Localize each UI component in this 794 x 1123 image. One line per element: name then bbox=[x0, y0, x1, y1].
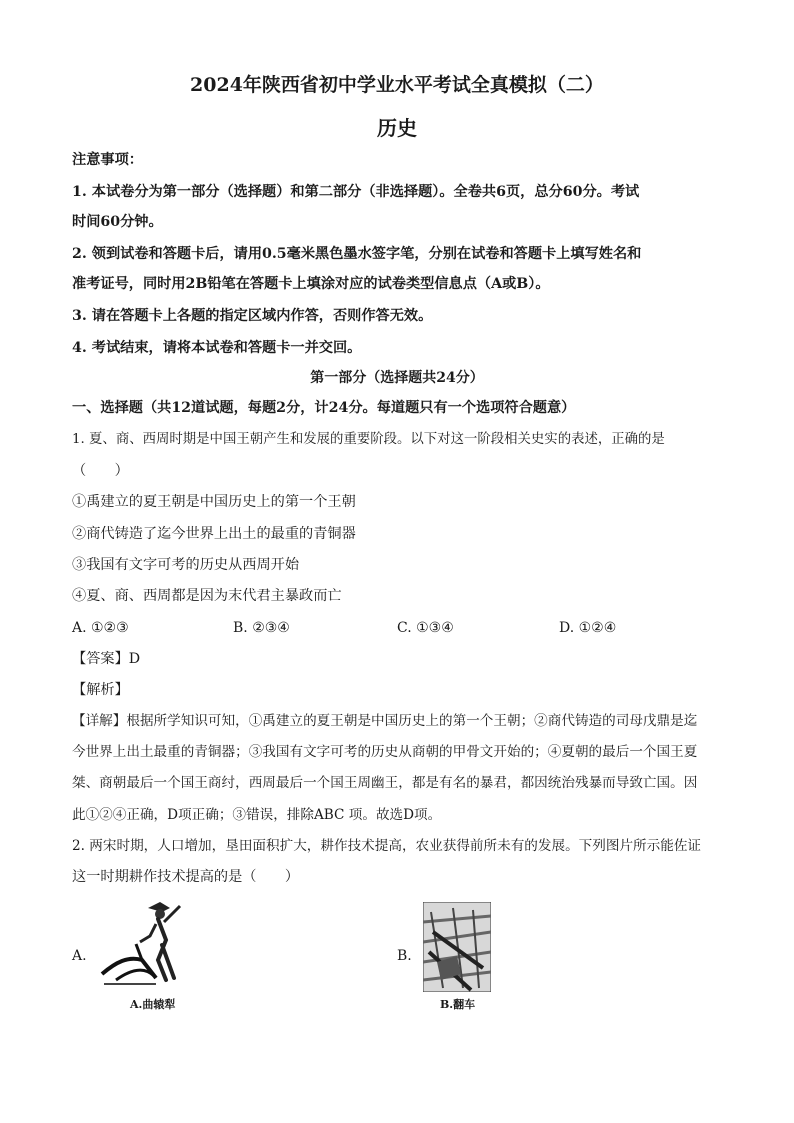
q1-option-b: B. ②③④ bbox=[233, 620, 290, 636]
q1-analysis-label: 【解析】 bbox=[72, 682, 129, 698]
q2-option-b-caption: B.翻车 bbox=[440, 998, 476, 1011]
notes-heading: 注意事项： bbox=[72, 152, 143, 168]
q1-statement-4: ④夏、商、西周都是因为末代君主暴政而亡 bbox=[72, 588, 342, 604]
q1-option-d: D. ①②④ bbox=[559, 620, 617, 636]
notes-line-2: 时间60分钟。 bbox=[72, 214, 163, 230]
q1-option-c: C. ①③④ bbox=[397, 620, 454, 636]
exam-title: 2024年陕西省初中学业水平考试全真模拟（二） bbox=[190, 74, 604, 96]
notes-line-4: 准考证号，同时用2B铅笔在答题卡上填涂对应的试卷类型信息点（A或B）。 bbox=[72, 276, 550, 292]
q1-answer: 【答案】D bbox=[72, 651, 141, 667]
section-heading: 一、选择题（共12道试题，每题2分，计24分。每道题只有一个选项符合题意） bbox=[72, 400, 576, 416]
q2-option-b-letter: B. bbox=[397, 948, 412, 964]
waterwheel-figure-icon bbox=[423, 902, 491, 992]
q2-option-a-caption: A.曲辕犁 bbox=[130, 998, 176, 1011]
q2-stem-1: 2. 两宋时期，人口增加，垦田面积扩大，耕作技术提高，农业获得前所未有的发展。下列图片所示能佐证 bbox=[72, 838, 702, 854]
notes-line-3: 2. 领到试卷和答题卡后，请用0.5毫米黑色墨水签字笔，分别在试卷和答题卡上填写姓名和 bbox=[72, 246, 642, 262]
q1-detail-4: 此①②④正确，D项正确；③错误，排除ABC 项。故选D项。 bbox=[72, 807, 442, 823]
part1-heading: 第一部分（选择题共24分） bbox=[310, 370, 484, 386]
q2-stem-2: 这一时期耕作技术提高的是（ ） bbox=[72, 869, 300, 885]
q1-statement-1: ①禹建立的夏王朝是中国历史上的第一个王朝 bbox=[72, 494, 356, 510]
q1-detail-1: 【详解】根据所学知识可知，①禹建立的夏王朝是中国历史上的第一个王朝；②商代铸造的司母戊鼎是迄 bbox=[72, 713, 698, 729]
q1-detail-2: 今世界上出土最重的青铜器；③我国有文字可考的历史从商朝的甲骨文开始的；④夏朝的最后一个国王夏 bbox=[72, 744, 698, 760]
q1-detail-3: 桀、商朝最后一个国王商纣，西周最后一个国王周幽王，都是有名的暴君，都因统治残暴而导致亡国。因 bbox=[72, 775, 698, 791]
notes-line-6: 4. 考试结束，请将本试卷和答题卡一并交回。 bbox=[72, 340, 362, 356]
q1-stem-2: （ ） bbox=[72, 463, 129, 479]
q1-statement-2: ②商代铸造了迄今世界上出土的最重的青铜器 bbox=[72, 526, 356, 542]
q1-stem-1: 1. 夏、商、西周时期是中国王朝产生和发展的重要阶段。以下对这一阶段相关史实的表述，正确的是 bbox=[72, 432, 665, 447]
notes-line-1: 1. 本试卷分为第一部分（选择题）和第二部分（非选择题）。全卷共6页，总分60分。考试 bbox=[72, 184, 640, 200]
q1-option-a: A. ①②③ bbox=[72, 620, 129, 636]
plow-figure-icon bbox=[96, 900, 206, 995]
notes-line-5: 3. 请在答题卡上各题的指定区域内作答，否则作答无效。 bbox=[72, 308, 433, 324]
q2-option-a-letter: A. bbox=[72, 948, 87, 964]
exam-subject: 历史 bbox=[377, 116, 417, 140]
q1-statement-3: ③我国有文字可考的历史从西周开始 bbox=[72, 557, 300, 573]
